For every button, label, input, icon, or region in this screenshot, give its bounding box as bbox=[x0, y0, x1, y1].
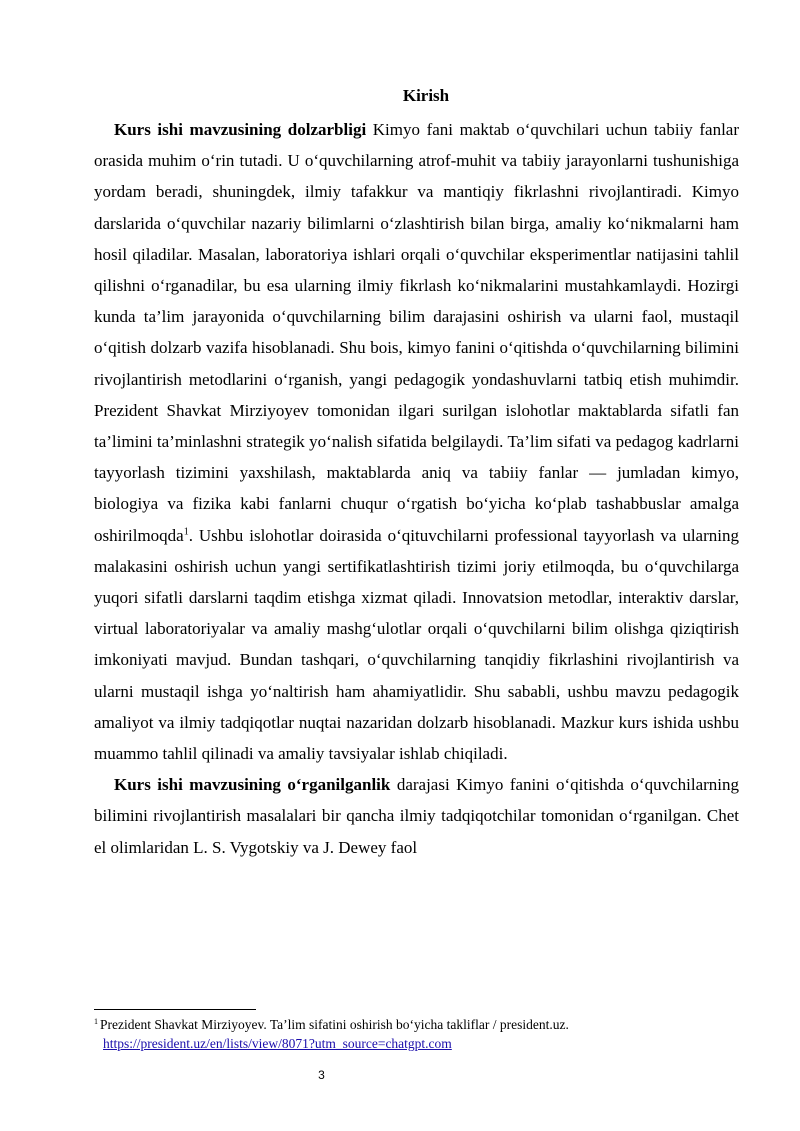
section-title: Kirish bbox=[402, 86, 450, 105]
footnote-number: 1 bbox=[94, 1016, 98, 1026]
paragraph-text: Kimyo fani maktab o‘quvchilari uchun tabiiy fanlar orasida muhim o‘rin tutadi. U o‘quvchilarning atrof-muhit va tabiiy jarayonlarni tushunishiga yordam beradi, shuningdek, ilmiy tafakkur va mantiqiy fikrlashni rivojlantiradi. Kimyo darslarida o‘quvchilar nazariy bilimlarni o‘zlashtirish bilan birga, amaliy ko‘nikmalarni ham hosil qiladilar. Masalan, laboratoriya ishlari orqali o‘quvchilar eksperimentlar natijasini tahlil qilishni o‘rganadilar, bu esa ularning ilmiy fikrlash ko‘nikmalarini mustahkamlaydi. Hozirgi kunda ta’lim jarayonida o‘quvchilarning bilim darajasini oshirish va ularni faol, mustaqil o‘qitish dolzarb vazifa hisoblanadi. Shu bois, kimyo fanini o‘qitishda o‘quvchilarning bilimini rivojlantirish metodlarini o‘rganish, yangi pedagogik yondashuvlarni tatbiq etish muhimdir. Prezident Shavkat Mirziyoyev tomonidan ilgari surilgan islohotlar maktablarda sifatli fan ta’limini ta’minlashni strategik yo‘nalish sifatida belgilaydi. Ta’lim sifati va pedagog kadrlarni tayyorlash tizimini yaxshilash, maktablarda aniq va tabiiy fanlar — jumladan kimyo, biologiya va fizika kabi fanlarni chuqur o‘rgatish bo‘yicha ko‘plab tashabbuslar amalga oshirilmoqda bbox=[94, 120, 739, 545]
footnote-link-line bbox=[94, 1034, 739, 1053]
page-number: 3 bbox=[318, 1068, 325, 1082]
footnote-text-line bbox=[94, 1015, 739, 1034]
paragraph-lead: Kurs ishi mavzusining o‘rganilganlik bbox=[114, 775, 391, 795]
body-text bbox=[94, 114, 739, 863]
paragraph-relevance bbox=[94, 114, 739, 769]
paragraph-study-level bbox=[94, 769, 739, 863]
footnote-text: Prezident Shavkat Mirziyoyev. Ta’lim sifatini oshirish bo‘yicha takliflar / president.uz. bbox=[100, 1017, 569, 1032]
paragraph-text: . Ushbu islohotlar doirasida o‘qituvchilarni professional tayyorlash va ularning malakasini oshirish uchun yangi sertifikatlashtirish tizimi joriy etilmoqda, bu o‘quvchilarga yuqori sifatli darslarni taqdim etishga xizmat qiladi. Innovatsion metodlar, interaktiv darslar, virtual laboratoriyalar va amaliy mashg‘ulotlar orqali o‘quvchilarni bilim olishga qiziqtirish imkoniyati mavjud. Bundan tashqari, o‘quvchilarning tanqidiy fikrlashini rivojlantirish va ularni mustaqil ishga yo‘naltirish ham ahamiyatlidir. Shu sababli, ushbu mavzu pedagogik amaliyot va ilmiy tadqiqotlar nuqtai nazaridan dolzarb hisoblanadi. Mazkur kurs ishida ushbu muammo tahlil qilinadi va amaliy tavsiyalar ishlab chiqiladi. bbox=[94, 525, 739, 764]
footnote-link[interactable]: https://president.uz/en/lists/view/8071?utm_source=chatgpt.com bbox=[103, 1036, 452, 1051]
footnote-reference[interactable]: 1 bbox=[183, 525, 189, 537]
footnote-separator bbox=[94, 1009, 256, 1010]
paragraph-text: darajasi Kimyo fanini o‘qitishda o‘quvchilarning bilimini rivojlantirish masalalari bir qancha ilmiy tadqiqotchilar tomonidan o‘rganilgan. Chet el olimlaridan L. S. Vygotskiy va J. Dewey faol bbox=[94, 775, 740, 857]
paragraph-lead: Kurs ishi mavzusining dolzarbligi bbox=[114, 120, 367, 139]
footnote bbox=[94, 1015, 739, 1053]
